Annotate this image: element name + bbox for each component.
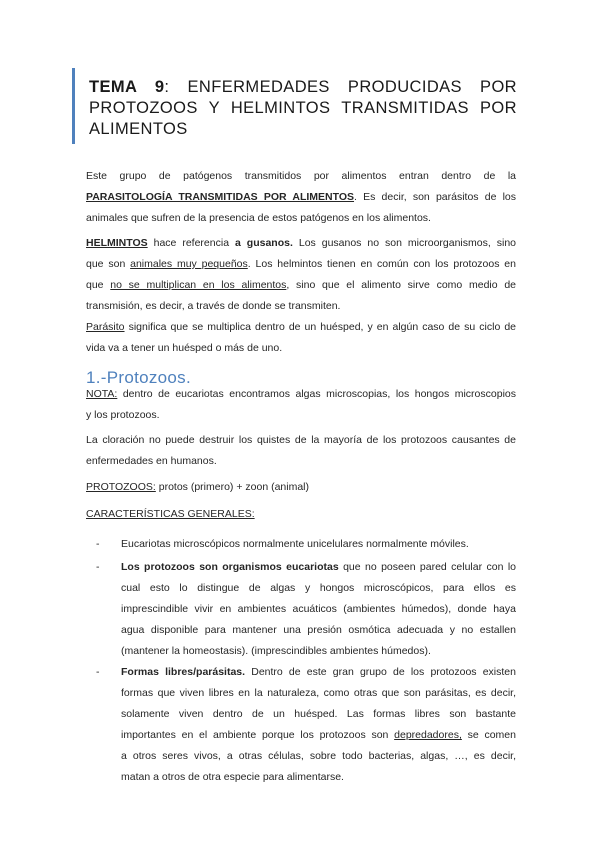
list-item: - Formas libres/parásitas. Dentro de este gran grupo de los protozoos existen formas que viven libres en la naturaleza, como otras que son parásitas, es decir, solamente viven dentro de un huésped. Las formas libres son bastante importantes en el ambiente porque los protozoos son depredadores, se comen a otros seres vivos, a otras células, sobre todo bacterias, algas, …, es decir, matan a otros de otra especie para alimentarse.: [104, 662, 516, 788]
intro-line-1: Este grupo de patógenos transmitidos por alimentos entran dentro de la: [86, 170, 516, 182]
characteristics-list: [96, 534, 516, 788]
bullet-dash: -: [96, 561, 100, 573]
intro-line-2: PARASITOLOGÍA TRANSMITIDAS POR ALIMENTOS. Es decir, son parásitos de los: [86, 191, 517, 203]
page-title: [89, 77, 517, 140]
helmintos-line-3: que no se multiplican en los alimentos, sino que el alimento sirve como medio de: [86, 279, 516, 291]
protozoos-label: PROTOZOOS:: [86, 481, 156, 493]
bullet-dash: -: [96, 538, 100, 550]
helmintos-line-4: transmisión, es decir, a través de donde se transmiten.: [86, 300, 341, 312]
parasitologia-term: PARASITOLOGÍA TRANSMITIDAS POR ALIMENTOS: [86, 191, 355, 203]
title-label: TEMA 9: [89, 78, 165, 96]
title-line-2: PROTOZOOS Y HELMINTOS TRANSMITIDAS POR: [89, 99, 517, 117]
cloracion-line-1: La cloración no puede destruir los quistes de la mayoría de los protozoos causantes de: [86, 434, 516, 446]
list-item: - Los protozoos son organismos eucariotas que no poseen pared celular con lo cual esto lo distingue de algas y hongos microscópicos, para ellos es imprescindible vivir en ambientes acuáticos (ambientes húmedos), donde haya agua disponible para mantener una presión osmótica adecuada y no estallen (mantener la homeostasis). (imprescindibles ambientes húmedos).: [104, 557, 516, 662]
intro-line-3: animales que sufren de la presencia de estos patógenos en los alimentos.: [86, 212, 431, 224]
bullet-dash: -: [96, 666, 100, 678]
title-line-1: : ENFERMEDADES PRODUCIDAS POR: [164, 78, 517, 96]
helmintos-term: HELMINTOS: [86, 237, 148, 249]
section-heading-protozoos: 1.-Protozoos.: [86, 368, 192, 387]
caracteristicas-heading: CARACTERÍSTICAS GENERALES:: [86, 508, 255, 520]
cloracion-line-2: enfermedades en humanos.: [86, 455, 217, 467]
nota-line-2: y los protozoos.: [86, 409, 160, 421]
nota-label: NOTA:: [86, 388, 118, 400]
helmintos-line-2: que son animales muy pequeños. Los helmintos tienen en común con los protozoos en: [86, 258, 516, 270]
title-line-3: ALIMENTOS: [89, 120, 188, 138]
parasito-line-2: vida va a tener un huésped o más de uno.: [86, 342, 283, 354]
protozoos-definition: PROTOZOOS: protos (primero) + zoon (animal): [86, 481, 310, 493]
parasito-term: Parásito: [86, 321, 125, 333]
helmintos-line-1: HELMINTOS hace referencia a gusanos. Los gusanos no son microorganismos, sino: [86, 237, 516, 249]
title-block: [72, 68, 519, 144]
helmintos-paragraph: [86, 233, 516, 317]
nota-line-1: NOTA: dentro de eucariotas encontramos algas microscopias, los hongos microscopios: [86, 388, 516, 400]
cloracion-paragraph: [86, 430, 516, 472]
list-item: - Eucariotas microscópicos normalmente unicelulares normalmente móviles.: [104, 534, 516, 555]
parasito-paragraph: [86, 317, 516, 359]
intro-paragraph: [86, 166, 516, 229]
nota-paragraph: [86, 384, 516, 426]
parasito-line-1: Parásito significa que se multiplica dentro de un huésped, y en algún caso de su ciclo de: [86, 321, 516, 333]
